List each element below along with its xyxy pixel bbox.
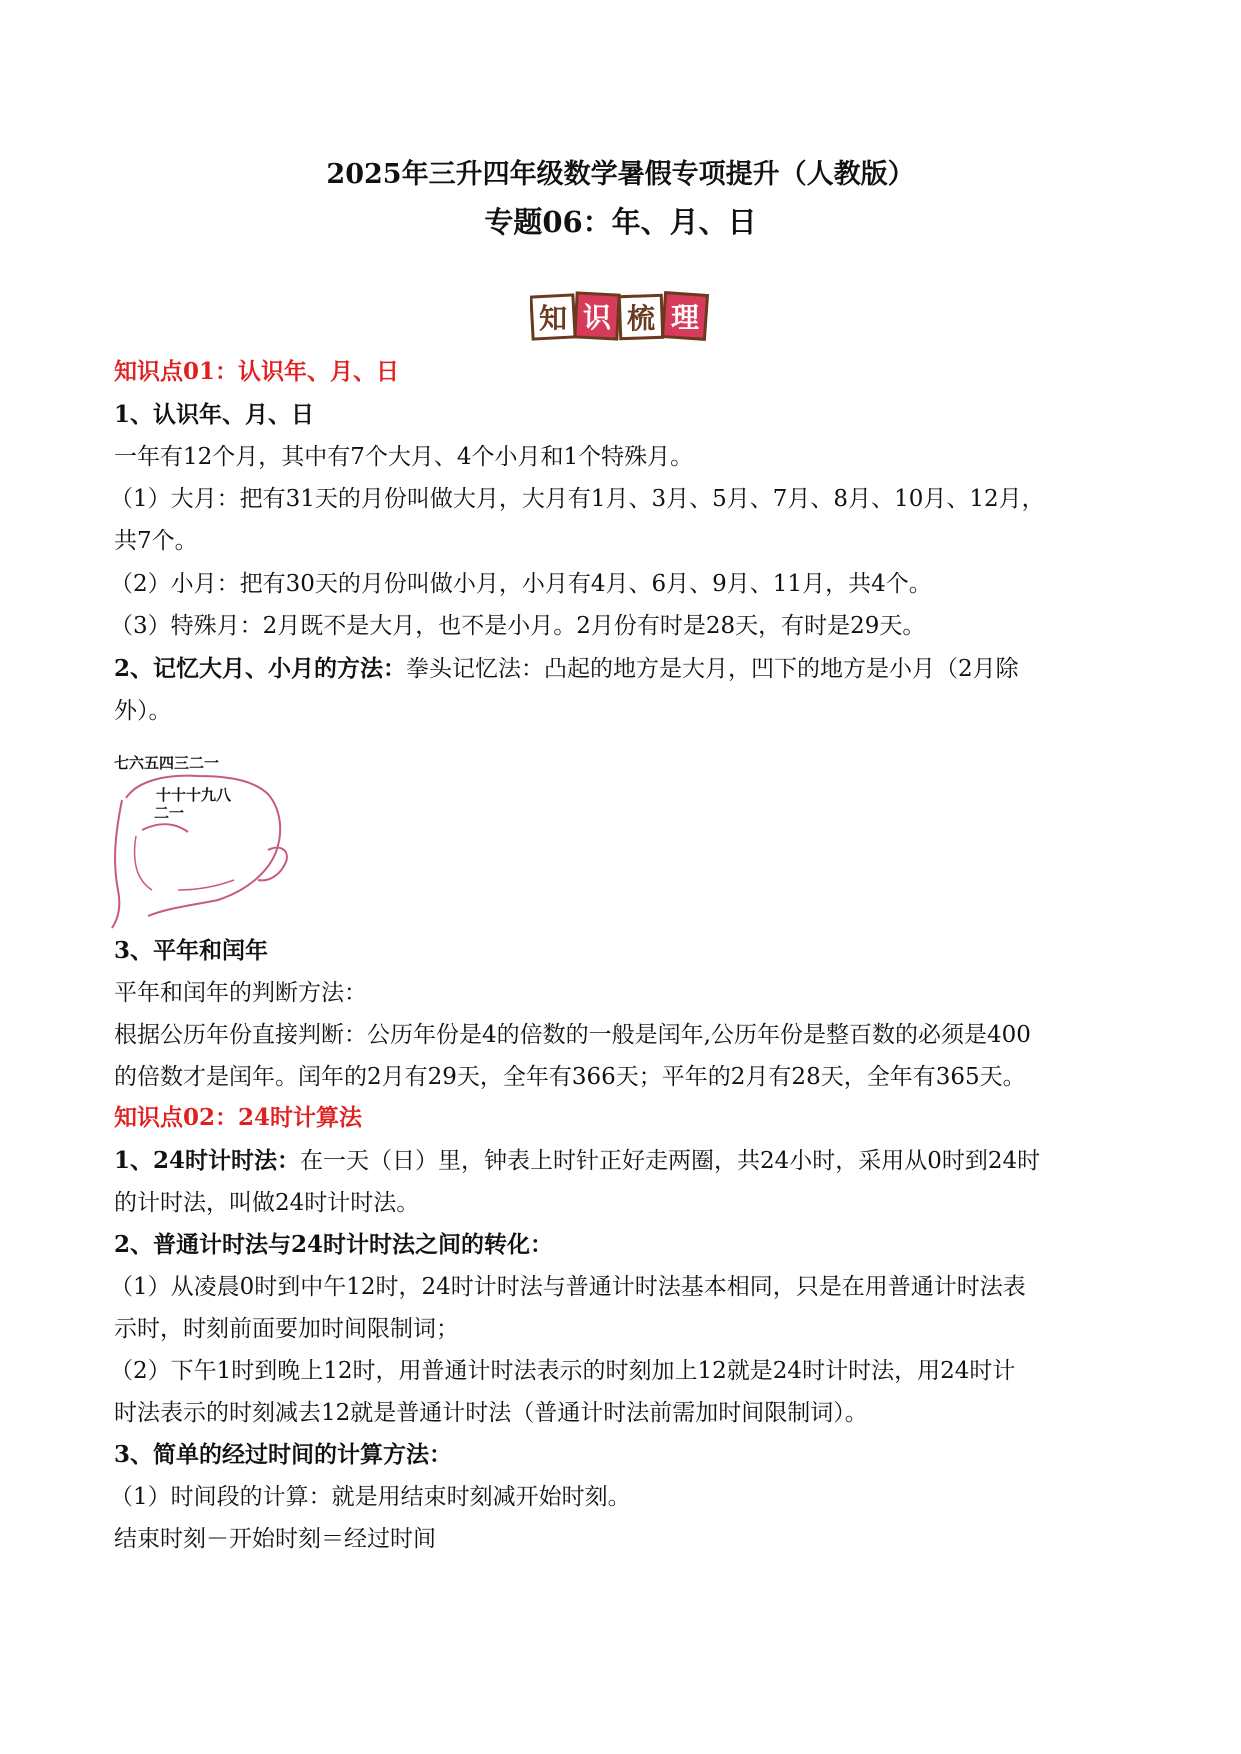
twenty-four-hour-line <box>114 1146 1040 1176</box>
text-line: （1）大月：把有31天的月份叫做大月，大月有1月、3月、5月、7月、8月、10月、12月， <box>110 486 1045 512</box>
badge-char-4: 理 <box>670 301 700 334</box>
text-line: （1）时间段的计算：就是用结束时刻减开始时刻。 <box>110 1484 631 1510</box>
text-line: 示时，时刻前面要加时间限制词； <box>114 1316 459 1342</box>
formula-line: 结束时刻－开始时刻＝经过时间 <box>114 1526 436 1552</box>
text-line: 的倍数才是闰年。闰年的2月有29天，全年有366天；平年的2月有28天，全年有365天。 <box>114 1064 1026 1090</box>
section-heading-2: 知识点02：24时计算法 <box>114 1104 363 1131</box>
section-heading-1: 知识点01：认识年、月、日 <box>114 358 400 385</box>
text-line: 时法表示的时刻减去12就是普通计时法（普通计时法前需加时间限制词）。 <box>114 1400 868 1426</box>
item-title-memory: 2、记忆大月、小月的方法： <box>114 655 407 682</box>
text-line: （2）下午1时到晚上12时，用普通计时法表示的时刻加上12就是24时计时法，用24时计 <box>110 1358 1016 1384</box>
item-title-recognize: 1、认识年、月、日 <box>114 401 315 428</box>
text-line: 共7个。 <box>114 528 198 554</box>
text-line: 一年有12个月，其中有7个大月、4个小月和1个特殊月。 <box>114 444 694 470</box>
fist-label-top: 七六五四三二一 <box>114 754 220 772</box>
fist-label-bottom: 十十十九八 <box>156 786 232 804</box>
badge-tile-2 <box>575 293 619 339</box>
memory-method-line <box>114 654 1019 684</box>
badge-char-2: 识 <box>582 301 612 334</box>
text-line: 根据公历年份直接判断：公历年份是4的倍数的一般是闰年,公历年份是整百数的必须是400 <box>114 1022 1031 1048</box>
item-title-elapsed: 3、简单的经过时间的计算方法： <box>114 1441 453 1468</box>
badge-char-3: 梳 <box>626 302 656 335</box>
item-title-24h: 1、24时计时法： <box>114 1147 301 1174</box>
text-line: （2）小月：把有30天的月份叫做小月，小月有4月、6月、9月、11月，共4个。 <box>110 571 932 597</box>
document-subtitle: 专题06：年、月、日 <box>484 205 757 239</box>
fist-label-low: 二一 <box>154 804 185 822</box>
text-line: （3）特殊月：2月既不是大月，也不是小月。2月份有时是28天，有时是29天。 <box>110 613 926 639</box>
text-line: （1）从凌晨0时到中午12时，24时计时法与普通计时法基本相同，只是在用普通计时法表 <box>110 1274 1026 1300</box>
document-title: 2025年三升四年级数学暑假专项提升（人教版） <box>326 159 915 190</box>
text-span: 拳头记忆法：凸起的地方是大月，凹下的地方是小月（2月除 <box>406 656 1019 682</box>
item-title-leap-year: 3、平年和闰年 <box>114 937 269 964</box>
knowledge-badge <box>530 290 710 344</box>
text-line: 平年和闰年的判断方法： <box>114 980 367 1006</box>
badge-tile-3 <box>619 295 662 338</box>
badge-char-1: 知 <box>538 302 568 335</box>
badge-tile-4 <box>663 293 708 340</box>
fist-illustration <box>108 740 298 930</box>
text-line: 的计时法，叫做24时计时法。 <box>114 1190 420 1216</box>
text-span: 在一天（日）里，钟表上时针正好走两圈，共24小时，采用从0时到24时 <box>300 1148 1041 1174</box>
text-line: 外）。 <box>114 698 172 724</box>
badge-tile-1 <box>531 295 575 339</box>
item-title-conversion: 2、普通计时法与24时计时法之间的转化： <box>114 1231 554 1258</box>
